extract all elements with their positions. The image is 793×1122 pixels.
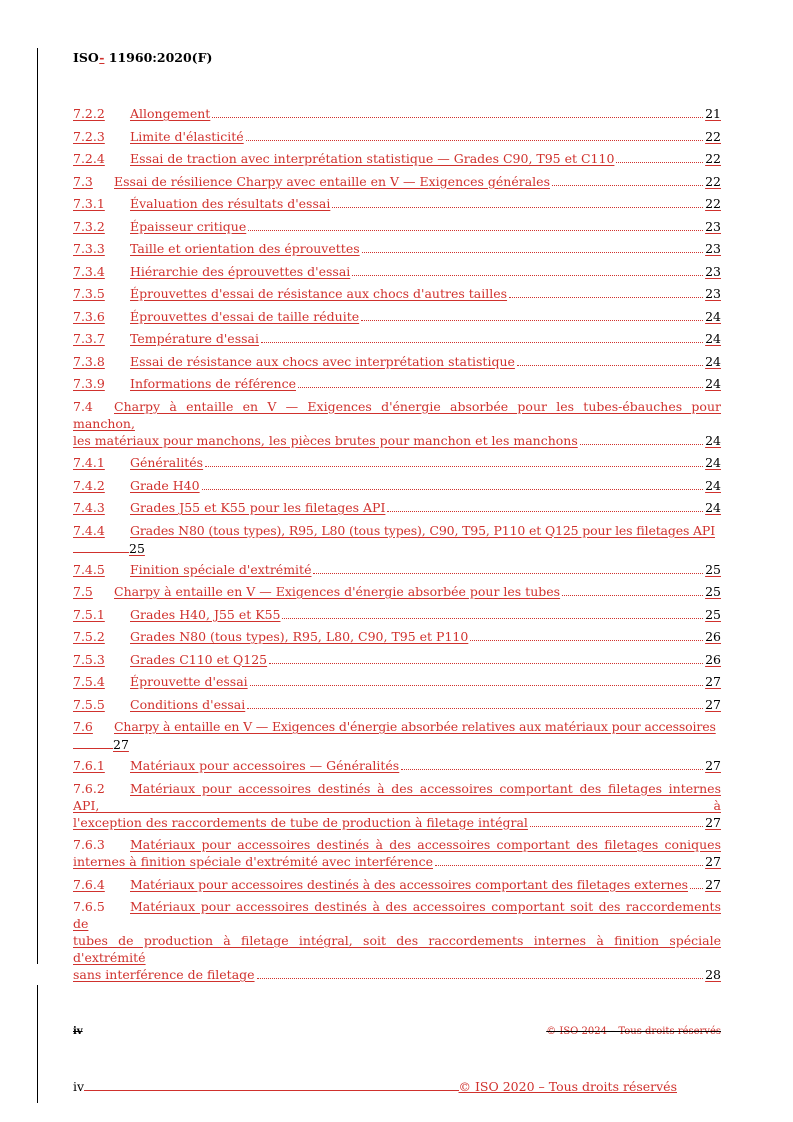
toc-entry-7-2-4[interactable]: 7.2.4 Essai de traction avec interprétation statistique — Grades C90, T95 et C110 22	[73, 151, 721, 166]
toc-entry-7-5-5[interactable]: 7.5.5 Conditions d'essai 27	[73, 696, 721, 712]
change-bar-top	[37, 48, 38, 964]
footer-copyright: © ISO 2020 – Tous droits réservés	[458, 1079, 677, 1094]
toc-entry-7-5-2[interactable]: 7.5.2 Grades N80 (tous types), R95, L80, C90, T95 et P110 26	[73, 629, 721, 644]
footer-deleted	[73, 1026, 721, 1037]
toc-entry-7-3-8[interactable]: 7.3.8 Essai de résistance aux chocs avec interprétation statistique 24	[73, 353, 721, 369]
toc-entry-7-3-7[interactable]: 7.3.7 Température d'essai 24	[73, 331, 721, 346]
table-of-contents	[73, 105, 721, 989]
footer-inserted-rule	[84, 1090, 458, 1091]
toc-entry-7-5-4[interactable]: 7.5.4 Éprouvette d'essai 27	[73, 674, 721, 689]
toc-entry-7-2-2[interactable]: 7.2.2 Allongement 21	[73, 106, 721, 121]
toc-entry-7-4-4[interactable]: 7.4.4 Grades N80 (tous types), R95, L80 (tous types), C90, T95, P110 et Q125 pour les filetages API 25	[73, 522, 715, 556]
toc-entry-7-6[interactable]: 7.6 Charpy à entaille en V — Exigences d'énergie absorbée relatives aux matériaux pour accessoires 27	[73, 719, 716, 752]
toc-entry-7-4-3[interactable]: 7.4.3 Grades J55 et K55 pour les filetages API 24	[73, 500, 721, 515]
toc-entry-7-3-2[interactable]: 7.3.2 Épaisseur critique 23	[73, 218, 721, 234]
toc-entry-7-6-4[interactable]: 7.6.4 Matériaux pour accessoires destinés à des accessoires comportant des filetages externes 27	[73, 876, 721, 892]
toc-entry-7-6-1[interactable]: 7.6.1 Matériaux pour accessoires — Généralités 27	[73, 758, 721, 773]
toc-entry-7-3-3[interactable]: 7.3.3 Taille et orientation des éprouvettes 23	[73, 241, 721, 256]
toc-entry-7-6-5[interactable]: 7.6.5 Matériaux pour accessoires destinés à des accessoires comportant soit des raccordements de tubes de production à filetage intégral, soit des raccordements internes à finition spéciale d'extrémité sans interférence de filetage 28	[73, 899, 721, 982]
toc-entry-7-4-2[interactable]: 7.4.2 Grade H40 24	[73, 477, 721, 493]
footer-deleted-copyright: © ISO 2024 – Tous droits réservés	[546, 1026, 721, 1037]
toc-entry-7-3-5[interactable]: 7.3.5 Éprouvettes d'essai de résistance aux chocs d'autres tailles 23	[73, 286, 721, 301]
toc-entry-7-3-4[interactable]: 7.3.4 Hiérarchie des éprouvettes d'essai 23	[73, 263, 721, 279]
toc-entry-7-3-9[interactable]: 7.3.9 Informations de référence 24	[73, 376, 721, 391]
change-bar-bottom	[37, 985, 38, 1103]
toc-entry-7-3-6[interactable]: 7.3.6 Éprouvettes d'essai de taille réduite 24	[73, 308, 721, 324]
toc-entry-7-6-3[interactable]: 7.6.3 Matériaux pour accessoires destinés à des accessoires comportant des filetages coniques internes à finition spéciale d'extrémité avec interférence 27	[73, 837, 721, 869]
toc-entry-7-3[interactable]: 7.3 Essai de résilience Charpy avec entaille en V — Exigences générales 22	[73, 173, 721, 189]
footer	[73, 1079, 677, 1094]
toc-entry-7-4-5[interactable]: 7.4.5 Finition spéciale d'extrémité 25	[73, 561, 721, 577]
toc-entry-7-2-3[interactable]: 7.2.3 Limite d'élasticité 22	[73, 128, 721, 144]
toc-entry-7-5[interactable]: 7.5 Charpy à entaille en V — Exigences d'énergie absorbée pour les tubes 25	[73, 584, 721, 599]
footer-deleted-page: iv	[73, 1026, 83, 1037]
toc-entry-7-3-1[interactable]: 7.3.1 Évaluation des résultats d'essai 22	[73, 196, 721, 211]
toc-entry-7-5-1[interactable]: 7.5.1 Grades H40, J55 et K55 25	[73, 606, 721, 622]
toc-entry-7-5-3[interactable]: 7.5.3 Grades C110 et Q125 26	[73, 651, 721, 667]
toc-entry-7-4[interactable]: 7.4 Charpy à entaille en V — Exigences d'énergie absorbée pour les tubes-ébauches pour manchon, les matériaux pour manchons, les pièces brutes pour manchon et les manchons 24	[73, 398, 721, 448]
toc-entry-7-6-2[interactable]: 7.6.2 Matériaux pour accessoires destinés à des accessoires comportant des filetages internes API, à l'exception des raccordements de tube de production à filetage intégral 27	[73, 780, 721, 830]
toc-entry-7-4-1[interactable]: 7.4.1 Généralités 24	[73, 455, 721, 470]
footer-page-number: iv	[73, 1079, 85, 1094]
document-id: ISO- 11960:2020(F)	[73, 50, 213, 65]
